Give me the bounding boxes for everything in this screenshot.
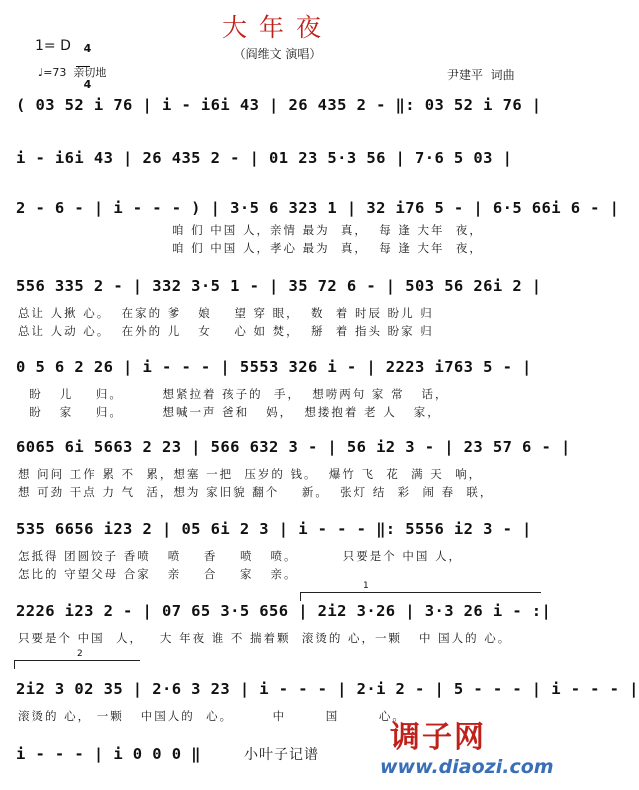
transcriber-signature: 小叶子记谱	[244, 747, 319, 763]
notation-row-4: 556 335 2 - | 332 3·5 1 - | 35 72 6 - | 503 56 26i 2 |	[16, 277, 542, 295]
key-signature: 1= D	[35, 38, 71, 54]
lyric-row-8-verse-1: 只要是个 中国 人， 大 年夜 谁 不 揣着颗 滚烫的 心，一颗 中 国人的 心。	[18, 631, 512, 645]
notation-row-5: 0 5 6 2 26 | i - - - | 5553 326 i - | 2223 i763 5 - |	[16, 358, 532, 376]
lyric-row-3-verse-1: 咱 们 中国 人，亲情 最为 真， 每 逢 大年 夜，	[172, 223, 483, 237]
time-signature-bottom: 4	[83, 78, 92, 91]
site-logo: 调子网	[390, 720, 486, 755]
notation-row-9: 2i2 3 02 35 | 2·6 3 23 | i - - - | 2·i 2 - | 5 - - - | i - - - |	[16, 680, 639, 698]
volta-1-label: 1	[363, 581, 369, 591]
time-signature-top: 4	[83, 42, 92, 55]
lyric-row-6-verse-1: 想 问问 工作 累 不 累，想塞 一把 压岁的 钱。 爆竹 飞 花 满 天 响，	[18, 467, 483, 481]
singer-credit: （阎维文 演唱）	[233, 47, 322, 61]
notation-row-1: ( 03 52 i 76 | i - i6i 43 | 26 435 2 - ‖: 03 52 i 76 |	[16, 96, 542, 114]
notation-row-8: 2226 i23 2 - | 07 65 3·5 656 | 2i2 3·26 | 3·3 26 i - :|	[16, 602, 552, 620]
lyric-row-7-verse-2: 怎比的 守望父母 合家 亲 合 家 亲。	[18, 567, 298, 581]
lyric-row-4-verse-1: 总让 人揪 心。 在家的 爹 娘 望 穿 眼， 数 着 时辰 盼儿 归	[18, 306, 434, 320]
notation-row-7: 535 6656 i23 2 | 05 6i 2 3 | i - - - ‖: 5556 i2 3 - |	[16, 520, 532, 538]
lyric-row-5-verse-2: 盼 家 归。 想喊一声 爸和 妈， 想搂抱着 老 人 家，	[18, 405, 441, 419]
lyric-row-5-verse-1: 盼 儿 归。 想紧拉着 孩子的 手， 想唠两句 家 常 话，	[18, 387, 449, 401]
site-url: www.diaozi.com	[380, 756, 554, 778]
lyric-row-4-verse-2: 总让 人动 心。 在外的 儿 女 心 如 焚， 掰 着 指头 盼家 归	[18, 324, 434, 338]
notation-row-2: i - i6i 43 | 26 435 2 - | 01 23 5·3 56 | 7·6 5 03 |	[16, 149, 513, 167]
volta-bracket-2	[14, 649, 140, 669]
volta-bracket-1	[300, 581, 541, 601]
volta-2-label: 2	[77, 649, 83, 659]
composer-credit: 尹建平 词曲	[447, 68, 515, 82]
lyric-row-6-verse-2: 想 可劲 干点 力 气 活，想为 家旧貌 翻个 新。 张灯 结 彩 闹 春 联，	[18, 485, 494, 499]
tempo-marking: ♩=73 亲切地	[38, 66, 107, 79]
lyric-row-9-verse-1: 滚烫的 心， 一颗 中国人的 心。 中 国 心。	[18, 709, 406, 723]
lyric-row-7-verse-1: 怎抵得 团圆饺子 香喷 喷 香 喷 喷。 只要是个 中国 人，	[18, 549, 463, 563]
notation-row-10: i - - - | i 0 0 0 ‖	[16, 745, 201, 763]
notation-row-6: 6065 6i 5663 2 23 | 566 632 3 - | 56 i2 3 - | 23 57 6 - |	[16, 438, 571, 456]
song-title: 大年夜	[221, 13, 333, 42]
notation-row-3: 2 - 6 - | i - - - ) | 3·5 6 323 1 | 32 i76 5 - | 6·5 66i 6 - |	[16, 199, 620, 217]
lyric-row-3-verse-2: 咱 们 中国 人，孝心 最为 真， 每 逢 大年 夜，	[172, 241, 483, 255]
